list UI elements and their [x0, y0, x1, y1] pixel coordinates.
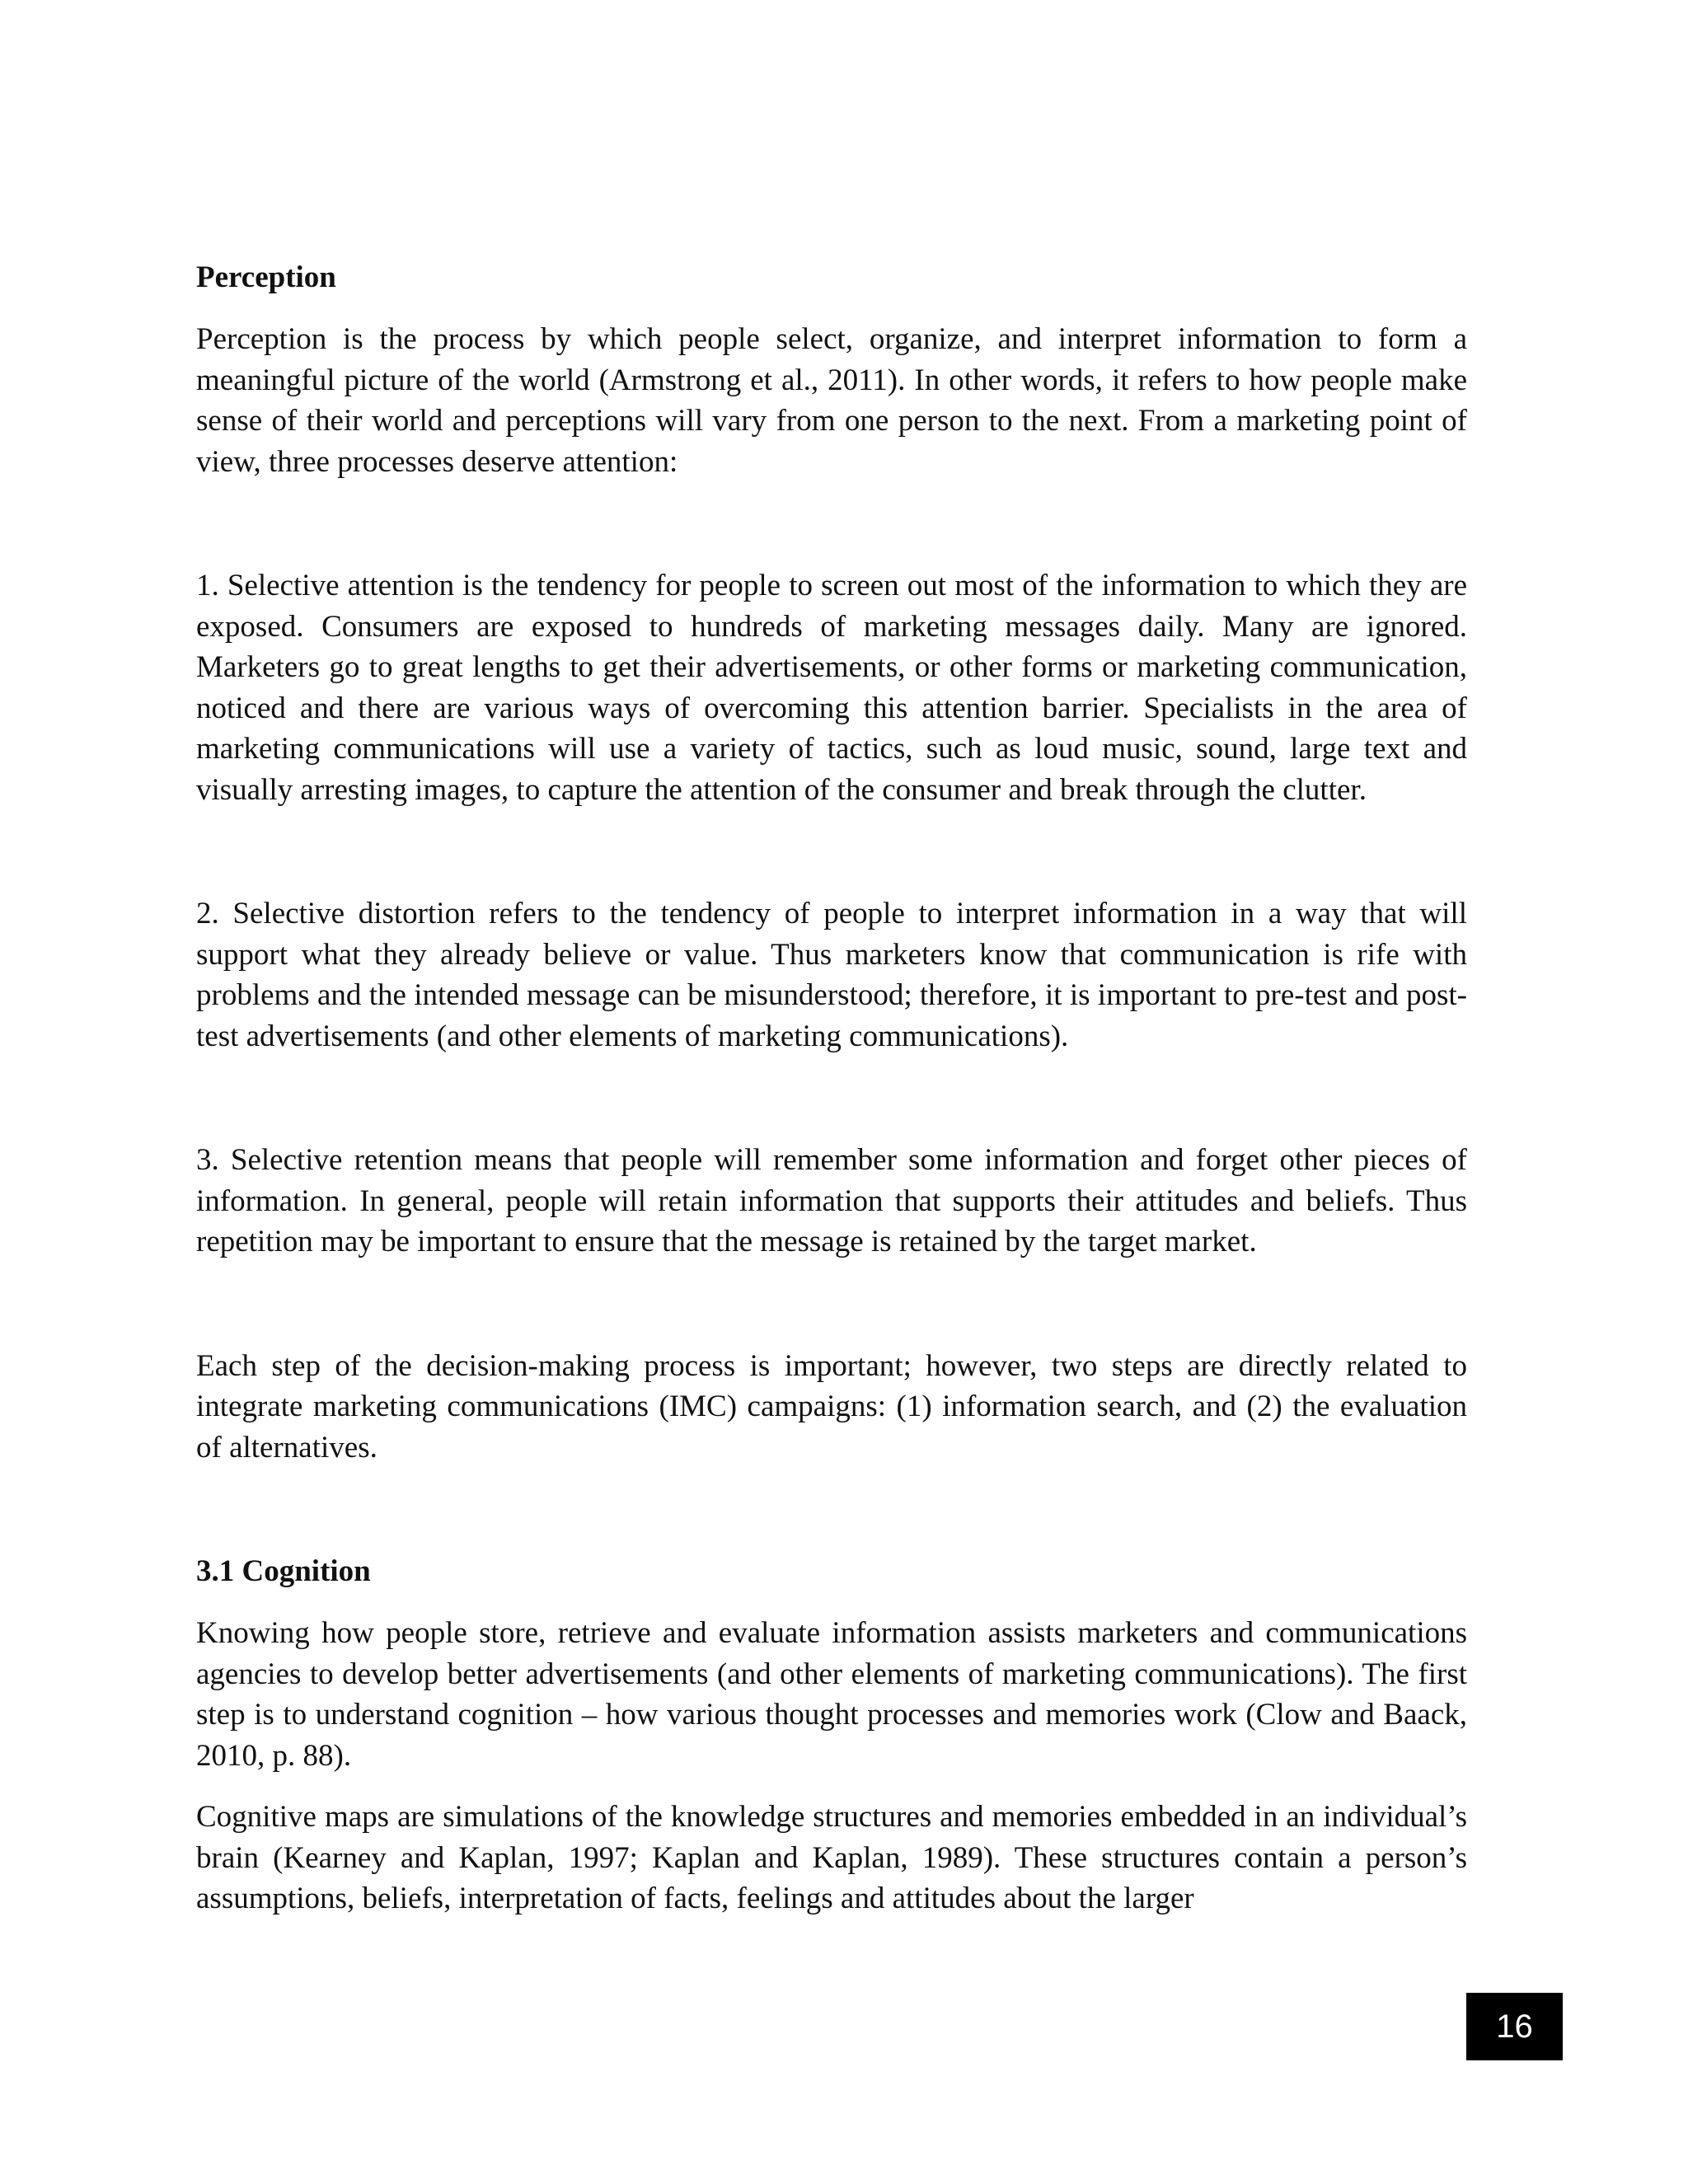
cognition-paragraph-2: Cognitive maps are simulations of the knowledge structures and memories embedded in an individual’s brain (Kearney and Kaplan, 1997; Kaplan and Kaplan, 1989). These structures contain a person’s assumptions, beliefs, interpretation of facts, feelings and attitudes about the larger — [196, 1800, 1467, 1915]
selective-distortion-paragraph: 2. Selective distortion refers to the tendency of people to interpret information in a way that will support what they already believe or value. Thus marketers know that communication is rife with problems and the intended message can be misunderstood; therefore, it is important to pre-test and post-test advertisements (and other elements of marketing communications). — [196, 897, 1467, 1053]
perception-intro-paragraph: Perception is the process by which people select, organize, and interpret information to form a meaningful picture of the world (Armstrong et al., 2011). In other words, it refers to how people make sense of their world and perceptions will vary from one person to the next. From a marketing point of view, three processes deserve attention: — [196, 322, 1467, 479]
cognition-paragraph-1: Knowing how people store, retrieve and evaluate information assists marketers and communications agencies to develop better advertisements (and other elements of marketing communications). The first step is to understand cognition – how various thought processes and memories work (Clow and Baack, 2010, p. 88). — [196, 1616, 1467, 1773]
page-number-badge — [1466, 1993, 1563, 2060]
page-number: 16 — [1496, 2008, 1533, 2045]
page-body — [196, 257, 1467, 1919]
selective-retention-paragraph: 3. Selective retention means that people will remember some information and forget other pieces of information. In general, people will retain information that supports their attitudes and beliefs. Thus repetition may be important to ensure that the message is retained by the target market. — [196, 1143, 1467, 1258]
decision-making-paragraph: Each step of the decision-making process is important; however, two steps are directly related to integrate marketing communications (IMC) campaigns: (1) information search, and (2) the evaluation of alternatives. — [196, 1348, 1467, 1465]
selective-attention-paragraph: 1. Selective attention is the tendency for people to screen out most of the information to which they are exposed. Consumers are exposed to hundreds of marketing messages daily. Many are ignored. Marketers go to great lengths to get their advertisements, or other forms or marketing communication, noticed and there are various ways of overcoming this attention barrier. Specialists in the area of marketing communications will use a variety of tactics, such as loud music, sound, large text and visually arresting images, to capture the attention of the consumer and break through the clutter. — [196, 569, 1467, 807]
cognition-heading: 3.1 Cognition — [196, 1554, 371, 1588]
perception-heading: Perception — [196, 260, 336, 294]
